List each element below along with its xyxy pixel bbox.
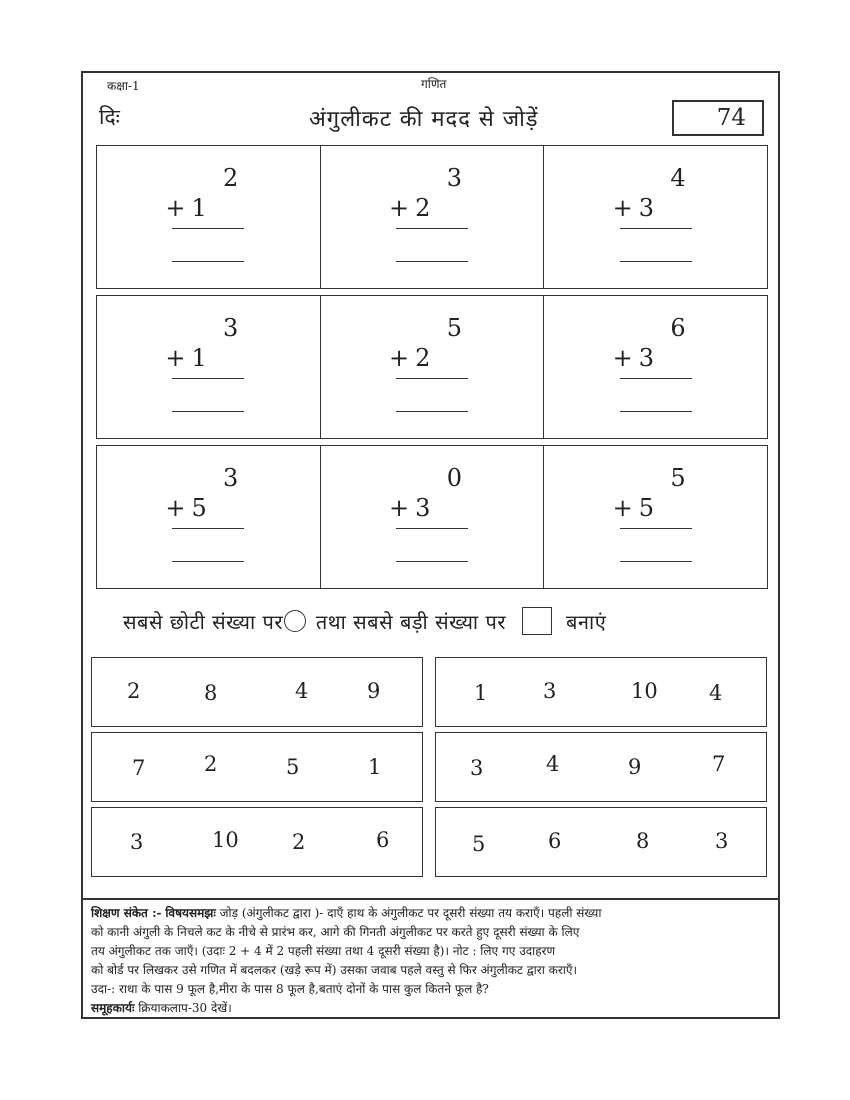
number-item[interactable]: 2 bbox=[292, 830, 306, 854]
plus-sign: + bbox=[389, 494, 410, 522]
second-addend-row bbox=[389, 494, 469, 522]
second-addend-row bbox=[389, 344, 469, 372]
group-work-text: क्रियाकलाप-30 देखें। bbox=[138, 1001, 232, 1015]
number-item[interactable]: 3 bbox=[715, 829, 729, 853]
number-item[interactable]: 4 bbox=[709, 681, 723, 705]
sum-cell bbox=[544, 146, 767, 288]
number-item[interactable]: 5 bbox=[286, 755, 300, 779]
subject-label: गणित bbox=[421, 77, 447, 91]
second-addend: 3 bbox=[638, 344, 655, 372]
answer-blank[interactable] bbox=[396, 411, 468, 412]
teaching-notes bbox=[83, 898, 778, 1018]
first-addend: 3 bbox=[223, 464, 239, 492]
second-addend: 5 bbox=[191, 494, 207, 522]
sum-line bbox=[172, 378, 244, 379]
plus-sign: + bbox=[612, 194, 633, 222]
circle-icon bbox=[284, 610, 306, 632]
number-item[interactable]: 8 bbox=[204, 681, 218, 705]
first-addend: 3 bbox=[223, 314, 239, 342]
first-addend: 0 bbox=[446, 464, 462, 492]
instruction-part2: तथा सबसे बड़ी संख्या पर bbox=[315, 610, 506, 634]
number-item[interactable]: 4 bbox=[546, 752, 560, 776]
answer-blank[interactable] bbox=[620, 411, 692, 412]
first-addend: 2 bbox=[223, 164, 239, 192]
number-item[interactable]: 1 bbox=[368, 755, 382, 779]
number-item[interactable]: 10 bbox=[631, 679, 658, 703]
page-number-box bbox=[672, 100, 764, 136]
understanding-label: विषयसमझः bbox=[165, 906, 216, 920]
notes-line: उदा-: राधा के पास 9 फूल है,मीरा के पास 8 फूल है,बताएं दोनों के पास कुल कितने फूल है? bbox=[91, 982, 489, 996]
answer-blank[interactable] bbox=[172, 411, 244, 412]
square-icon bbox=[522, 607, 552, 635]
number-item[interactable]: 6 bbox=[548, 829, 562, 853]
number-set-box bbox=[435, 732, 767, 802]
teaching-label: शिक्षण संकेत :- bbox=[91, 906, 162, 920]
number-item[interactable]: 5 bbox=[472, 832, 486, 856]
notes-text: जोड़ (अंगुलीकट द्वारा )- दाएँ हाथ के अंगुलीकट पर दूसरी संख्या तय कराएँ। पहली संख्या bbox=[219, 906, 602, 920]
class-label: कक्षा-1 bbox=[107, 79, 140, 93]
number-set-box bbox=[91, 657, 423, 727]
date-label: दिः bbox=[99, 105, 120, 129]
plus-sign: + bbox=[612, 344, 633, 372]
number-item[interactable]: 3 bbox=[543, 679, 557, 703]
second-addend-row bbox=[165, 494, 245, 522]
sum-line bbox=[396, 528, 468, 529]
plus-sign: + bbox=[389, 344, 410, 372]
number-item[interactable]: 1 bbox=[474, 681, 488, 705]
sum-row-3 bbox=[96, 445, 768, 589]
plus-sign: + bbox=[165, 344, 186, 372]
sum-cell bbox=[97, 146, 321, 288]
sum-cell bbox=[321, 296, 545, 438]
sum-cell bbox=[97, 446, 321, 588]
sum-line bbox=[172, 528, 244, 529]
number-item[interactable]: 7 bbox=[132, 756, 146, 780]
second-addend-row bbox=[613, 194, 693, 222]
number-set-box bbox=[435, 807, 767, 877]
second-addend-row bbox=[165, 344, 245, 372]
second-addend-row bbox=[613, 494, 693, 522]
second-addend: 2 bbox=[415, 344, 431, 372]
first-addend: 5 bbox=[670, 464, 686, 492]
notes-line: को कानी अंगुली के निचले कट के नीचे से प्रारंभ कर, आगे की गिनती अंगुलीकट पर करते हुए दूसरी संख्या के लिए bbox=[91, 925, 580, 939]
number-item[interactable]: 8 bbox=[636, 829, 650, 853]
first-addend: 6 bbox=[670, 314, 686, 342]
answer-blank[interactable] bbox=[620, 561, 692, 562]
plus-sign: + bbox=[165, 494, 186, 522]
number-set-box bbox=[91, 732, 423, 802]
plus-sign: + bbox=[165, 194, 186, 222]
sum-row-1 bbox=[96, 145, 768, 289]
second-addend-row bbox=[613, 344, 693, 372]
answer-blank[interactable] bbox=[396, 561, 468, 562]
number-set-box bbox=[91, 807, 423, 877]
sum-line bbox=[620, 378, 692, 379]
instruction-text bbox=[123, 607, 606, 635]
page-title: अंगुलीकट की मदद से जोड़ें bbox=[309, 107, 539, 132]
answer-blank[interactable] bbox=[396, 261, 468, 262]
first-addend: 5 bbox=[446, 314, 462, 342]
sum-cell bbox=[544, 296, 767, 438]
sum-line bbox=[396, 378, 468, 379]
group-work-label: समूहकार्यः bbox=[91, 1001, 135, 1015]
first-addend: 4 bbox=[670, 164, 686, 192]
number-item[interactable]: 3 bbox=[470, 756, 484, 780]
first-addend: 3 bbox=[446, 164, 462, 192]
sum-line bbox=[620, 228, 692, 229]
answer-blank[interactable] bbox=[620, 261, 692, 262]
number-item[interactable]: 6 bbox=[376, 828, 390, 852]
number-item[interactable]: 7 bbox=[712, 752, 726, 776]
instruction-part3: बनाएं bbox=[566, 610, 607, 634]
number-item[interactable]: 4 bbox=[295, 679, 309, 703]
number-item[interactable]: 9 bbox=[367, 679, 381, 703]
sum-row-2 bbox=[96, 295, 768, 439]
notes-line bbox=[91, 999, 770, 1018]
page-number: 74 bbox=[716, 105, 746, 131]
instruction-part1: सबसे छोटी संख्या पर bbox=[123, 610, 284, 634]
answer-blank[interactable] bbox=[172, 561, 244, 562]
second-addend: 3 bbox=[415, 494, 431, 522]
notes-line bbox=[91, 904, 770, 923]
notes-line: तय अंगुलीकट तक जाएँ। (उदाः 2 + 4 में 2 पहली संख्या तथा 4 दूसरी संख्या है)। नोट : लिए गए उदाहरण bbox=[91, 944, 556, 958]
answer-blank[interactable] bbox=[172, 261, 244, 262]
sum-cell bbox=[97, 296, 321, 438]
plus-sign: + bbox=[612, 494, 633, 522]
sum-line bbox=[620, 528, 692, 529]
number-item[interactable]: 9 bbox=[628, 755, 642, 779]
number-item[interactable]: 2 bbox=[204, 752, 218, 776]
number-item[interactable]: 2 bbox=[127, 679, 141, 703]
sum-cell bbox=[321, 446, 545, 588]
notes-line: को बोर्ड पर लिखकर उसे गणित में बदलकर (खड़े रूप में) उसका जवाब पहले वस्तु से फिर अंगुलीकट द्वारा कराएँ। bbox=[91, 963, 578, 977]
second-addend-row bbox=[389, 194, 469, 222]
number-set-box bbox=[435, 657, 767, 727]
second-addend: 1 bbox=[191, 344, 207, 372]
sum-line bbox=[172, 228, 244, 229]
second-addend: 2 bbox=[415, 194, 431, 222]
sum-cell bbox=[321, 146, 545, 288]
sum-line bbox=[396, 228, 468, 229]
second-addend: 3 bbox=[638, 194, 655, 222]
worksheet bbox=[81, 71, 780, 1019]
second-addend: 5 bbox=[638, 494, 655, 522]
sum-cell bbox=[544, 446, 767, 588]
plus-sign: + bbox=[389, 194, 410, 222]
number-item[interactable]: 10 bbox=[212, 828, 239, 852]
number-item[interactable]: 3 bbox=[130, 830, 144, 854]
second-addend-row bbox=[165, 194, 245, 222]
second-addend: 1 bbox=[191, 194, 207, 222]
